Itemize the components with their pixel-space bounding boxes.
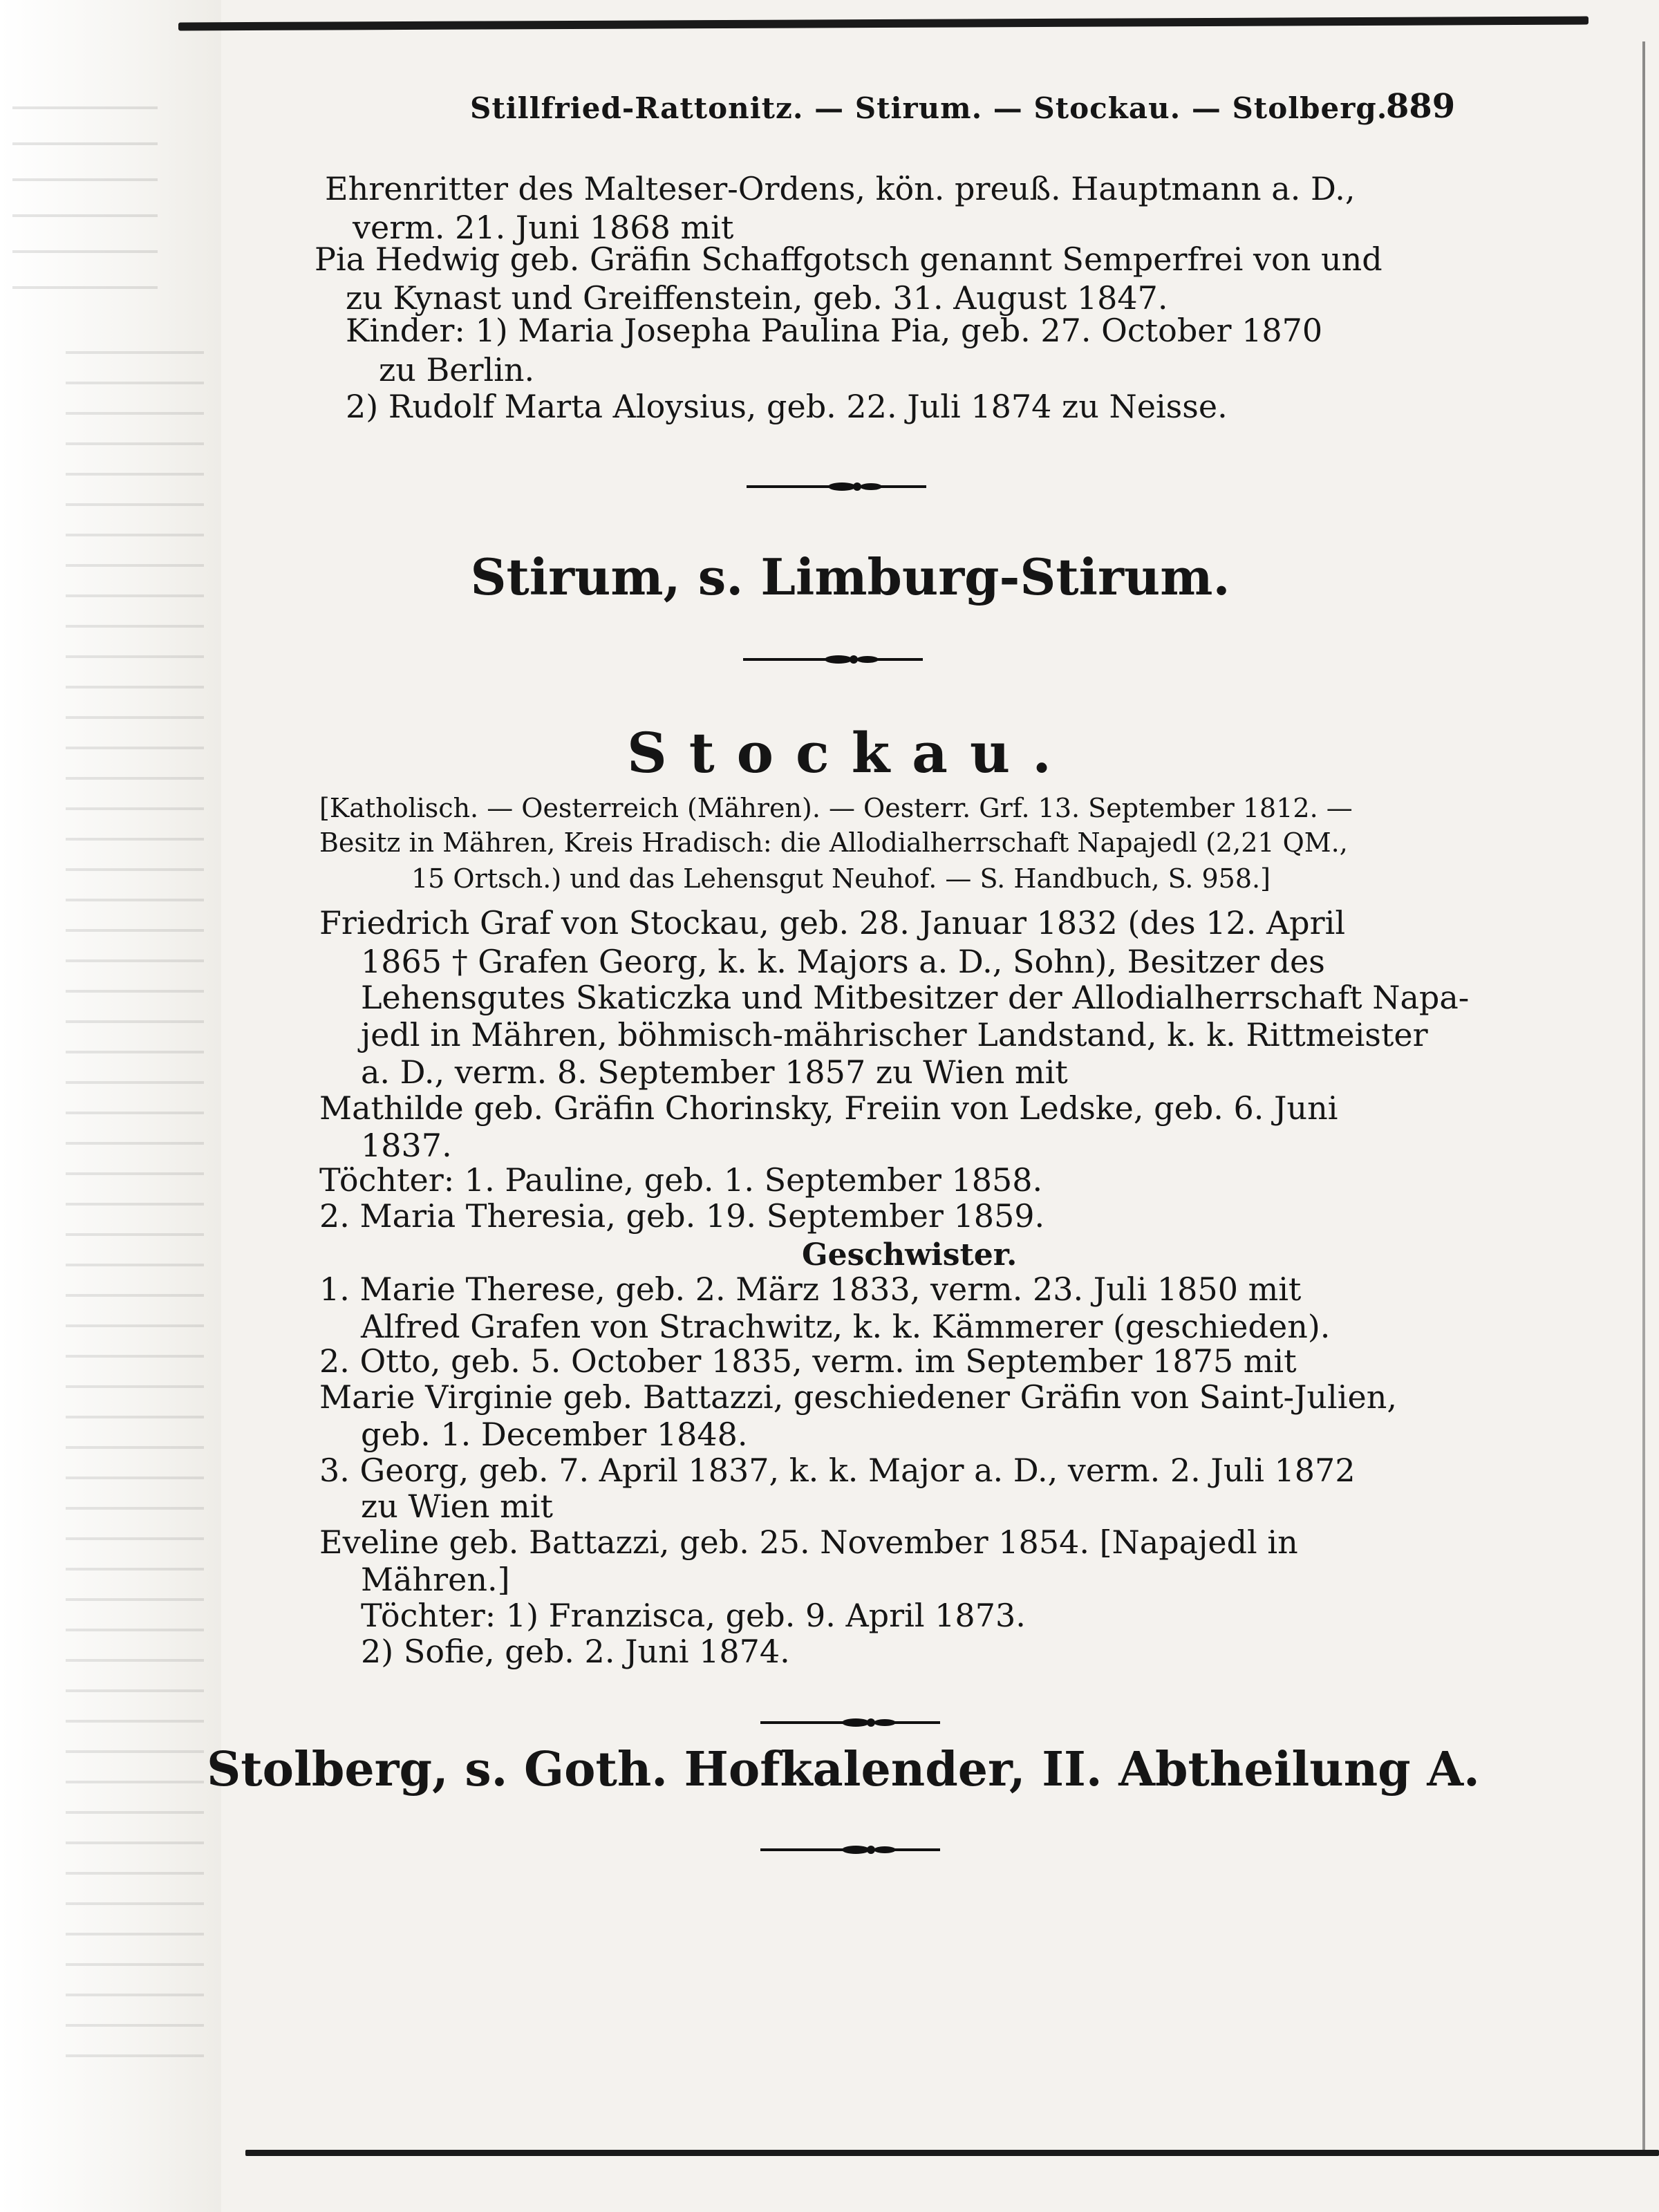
entry-line: Kinder: 1) Maria Josepha Paulina Pia, geb. 27. October 1870 <box>346 312 1323 349</box>
bleed-through-text-top <box>12 83 158 311</box>
top-rule <box>178 17 1588 31</box>
page-number: 889 <box>1386 87 1456 126</box>
entry-line: Eveline geb. Battazzi, geb. 25. November 1854. [Napajedl in <box>319 1524 1298 1561</box>
entry-line: verm. 21. Juni 1868 mit <box>353 209 734 246</box>
info-line: Besitz in Mähren, Kreis Hradisch: die Allodialherrschaft Napajedl (2,21 QM., <box>319 827 1348 858</box>
page-edge-right <box>1642 41 1645 2150</box>
running-title: Stillfried-Rattonitz. — Stirum. — Stockau. — Stolberg. <box>470 91 1388 125</box>
entry-line: Mähren.] <box>361 1561 510 1598</box>
entry-line: geb. 1. December 1848. <box>361 1416 748 1453</box>
entry-line: Friedrich Graf von Stockau, geb. 28. Januar 1832 (des 12. April <box>319 904 1346 941</box>
entry-line: Mathilde geb. Gräfin Chorinsky, Freiin von Ledske, geb. 6. Juni <box>319 1089 1338 1127</box>
entry-line: 2. Otto, geb. 5. October 1835, verm. im September 1875 mit <box>319 1342 1297 1380</box>
entry-line: zu Berlin. <box>379 351 535 388</box>
entry-line: a. D., verm. 8. September 1857 zu Wien mit <box>361 1053 1068 1091</box>
ornament-divider <box>760 1840 940 1859</box>
entry-line: zu Wien mit <box>361 1488 553 1525</box>
entry-line: Alfred Grafen von Strachwitz, k. k. Kämmerer (geschieden). <box>361 1308 1331 1345</box>
entry-line: 2) Sofie, geb. 2. Juni 1874. <box>361 1633 790 1670</box>
entry-line: 2) Rudolf Marta Aloysius, geb. 22. Juli 1874 zu Neisse. <box>346 388 1228 425</box>
entry-line: 2. Maria Theresia, geb. 19. September 1859. <box>319 1197 1045 1235</box>
entry-line: 1. Marie Therese, geb. 2. März 1833, verm. 23. Juli 1850 mit <box>319 1271 1302 1308</box>
entry-line: Marie Virginie geb. Battazzi, geschiedener Gräfin von Saint-Julien, <box>319 1378 1397 1416</box>
subheading-geschwister: Geschwister. <box>802 1237 1018 1273</box>
info-line: [Katholisch. — Oesterreich (Mähren). — Oesterr. Grf. 13. September 1812. — <box>319 793 1353 823</box>
entry-line: 1837. <box>361 1127 452 1164</box>
entry-line: Pia Hedwig geb. Gräfin Schaffgotsch genannt Semperfrei von und <box>315 241 1382 278</box>
section-heading-stolberg: Stolberg, s. Goth. Hofkalender, II. Abtheilung A. <box>207 1742 1480 1797</box>
entry-line: Lehensgutes Skaticzka und Mitbesitzer der Allodialherrschaft Napa- <box>361 979 1470 1016</box>
entry-line: Töchter: 1) Franzisca, geb. 9. April 1873. <box>361 1597 1026 1634</box>
bottom-rule <box>245 2150 1659 2156</box>
ornament-divider <box>760 1713 940 1732</box>
entry-line: 3. Georg, geb. 7. April 1837, k. k. Major a. D., verm. 2. Juli 1872 <box>319 1452 1356 1489</box>
section-heading-stockau: Stockau. <box>626 720 1074 785</box>
entry-line: zu Kynast und Greiffenstein, geb. 31. August 1847. <box>346 279 1168 317</box>
info-line: 15 Ortsch.) und das Lehensgut Neuhof. — S. Handbuch, S. 958.] <box>411 863 1271 894</box>
ornament-divider <box>743 650 923 669</box>
section-heading-stirum: Stirum, s. Limburg-Stirum. <box>470 547 1230 606</box>
ornament-divider <box>747 477 926 496</box>
entry-line: Ehrenritter des Malteser-Ordens, kön. preuß. Hauptmann a. D., <box>325 170 1356 207</box>
entry-line: Töchter: 1. Pauline, geb. 1. September 1858. <box>319 1161 1043 1199</box>
entry-line: jedl in Mähren, böhmisch-mährischer Landstand, k. k. Rittmeister <box>361 1016 1428 1053</box>
entry-line: 1865 † Grafen Georg, k. k. Majors a. D., Sohn), Besitzer des <box>361 943 1325 980</box>
